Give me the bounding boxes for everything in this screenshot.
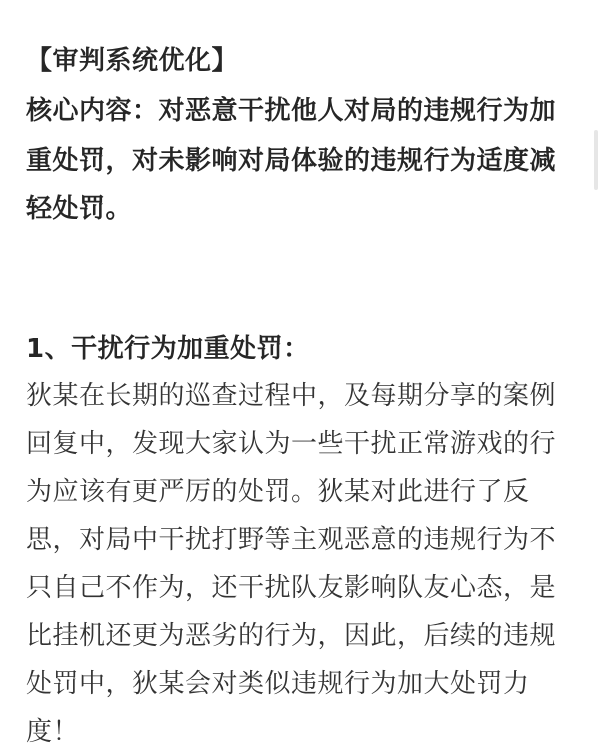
item-1-paragraph-line: 比挂机还更为恶劣的行为，因此，后续的违规 xyxy=(26,621,557,651)
item-1-paragraph-line: 回复中，发现大家认为一些干扰正常游戏的行 xyxy=(26,429,557,459)
item-1-heading: 1、干扰行为加重处罚： xyxy=(26,334,310,364)
core-content-line: 核心内容：对恶意干扰他人对局的违规行为加 xyxy=(26,96,557,126)
item-1-paragraph-line: 只自己不作为，还干扰队友影响队友心态，是 xyxy=(26,573,557,603)
core-content-line: 重处罚，对未影响对局体验的违规行为适度减 xyxy=(26,146,557,176)
core-content-line: 轻处罚。 xyxy=(26,194,133,224)
item-1-paragraph-line: 狄某在长期的巡查过程中，及每期分享的案例 xyxy=(26,381,557,411)
scrollbar[interactable] xyxy=(594,130,598,190)
section-title: 【审判系统优化】 xyxy=(26,46,239,76)
item-1-paragraph-line: 为应该有更严厉的处罚。狄某对此进行了反 xyxy=(26,477,530,507)
item-1-paragraph-line: 度！ xyxy=(26,717,80,747)
item-1-paragraph-line: 思，对局中干扰打野等主观恶意的违规行为不 xyxy=(26,525,557,555)
item-1-paragraph-line: 处罚中，狄某会对类似违规行为加大处罚力 xyxy=(26,669,530,699)
